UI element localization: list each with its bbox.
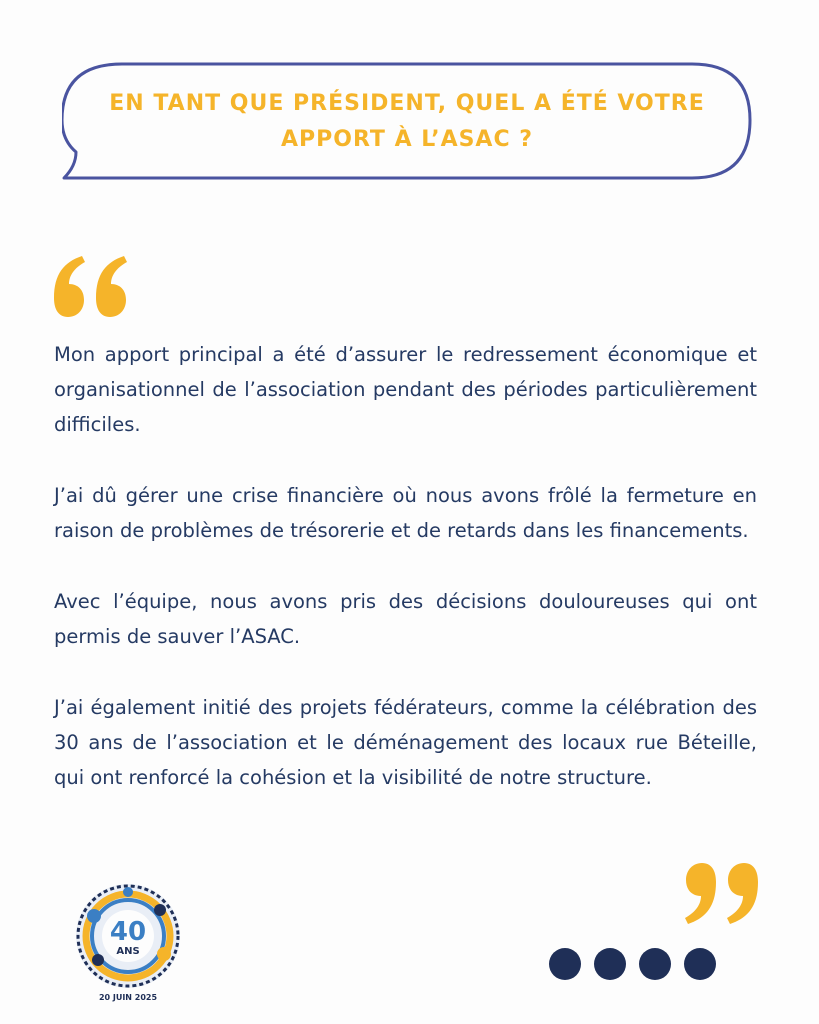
- answer-text: [54, 337, 757, 831]
- anniversary-logo: [72, 880, 184, 1004]
- pagination-dot: [594, 948, 626, 980]
- logo-date: 20 JUIN 2025: [98, 993, 158, 1002]
- open-quote-icon: [52, 256, 132, 322]
- pagination-dots: [549, 948, 716, 980]
- logo-number: 40: [109, 917, 147, 947]
- answer-paragraph: Avec l’équipe, nous avons pris des décisions douloureuses qui ont permis de sauver l’ASAC.: [54, 590, 757, 648]
- pagination-dot: [549, 948, 581, 980]
- answer-paragraph: J’ai également initié des projets fédérateurs, comme la célébration des 30 ans de l’association et le déménagement des locaux rue Béteille, qui ont renforcé la cohésion et la visibilité de notre structure.: [54, 696, 757, 789]
- pagination-dot: [684, 948, 716, 980]
- question-bubble: [62, 62, 752, 182]
- answer-paragraph: Mon apport principal a été d’assurer le redressement économique et organisationnel de l’association pendant des périodes particulièrement difficiles.: [54, 343, 757, 436]
- answer-paragraph: J’ai dû gérer une crise financière où nous avons frôlé la fermeture en raison de problèmes de trésorerie et de retards dans les financements.: [54, 484, 757, 542]
- pagination-dot: [639, 948, 671, 980]
- question-title: EN TANT QUE PRÉSIDENT, QUEL A ÉTÉ VOTRE APPORT À L’ASAC ?: [109, 91, 705, 152]
- close-quote-icon: [680, 862, 760, 928]
- logo-label: ANS: [116, 946, 140, 957]
